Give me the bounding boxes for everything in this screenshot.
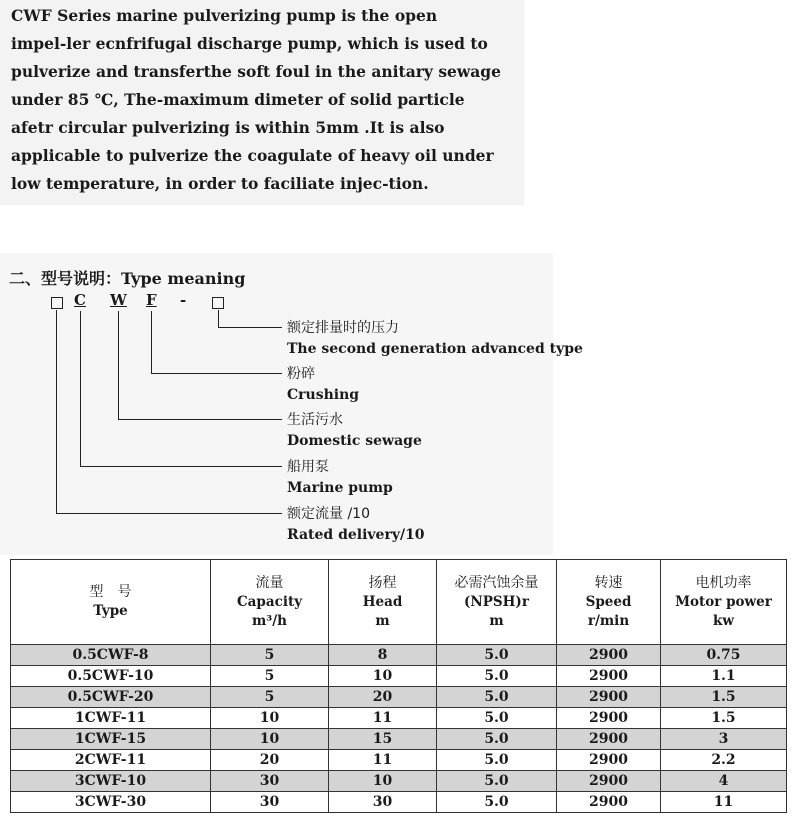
cell-type: 0.5CWF-10	[11, 666, 211, 687]
table-row	[11, 645, 787, 666]
connector-line	[118, 419, 282, 420]
cell-capacity: 20	[211, 750, 329, 771]
intro-line: impel-ler ecnfrifugal discharge pump, which is used to	[11, 34, 488, 53]
connector-line	[151, 311, 152, 373]
connector-line	[218, 327, 282, 328]
label-en: Rated delivery/10	[287, 527, 425, 543]
cell-capacity: 30	[211, 771, 329, 792]
cell-npsh: 5.0	[437, 729, 557, 750]
cell-speed: 2900	[557, 792, 661, 813]
connector-line	[80, 466, 282, 467]
cell-npsh: 5.0	[437, 645, 557, 666]
cell-speed: 2900	[557, 771, 661, 792]
cell-speed: 2900	[557, 750, 661, 771]
cell-npsh: 5.0	[437, 708, 557, 729]
label-en: Marine pump	[287, 480, 393, 496]
label-cn: 粉碎	[287, 366, 315, 382]
cell-power: 1.5	[661, 708, 787, 729]
connector-line	[56, 513, 282, 514]
cell-capacity: 5	[211, 666, 329, 687]
intro-line: under 85 ℃, The-maximum dimeter of solid particle	[11, 90, 465, 109]
label-cn: 生活污水	[287, 412, 343, 428]
label-cn: 船用泵	[287, 459, 329, 475]
code-letter-w: W	[110, 291, 127, 309]
cell-power: 11	[661, 792, 787, 813]
header-motor-power: 电机功率 Motor power kw	[661, 560, 787, 645]
cell-head: 20	[329, 687, 437, 708]
cell-speed: 2900	[557, 708, 661, 729]
cell-power: 4	[661, 771, 787, 792]
header-type: 型 号 Type	[11, 560, 211, 645]
connector-line	[80, 311, 81, 466]
cell-speed: 2900	[557, 645, 661, 666]
cell-npsh: 5.0	[437, 750, 557, 771]
cell-type: 1CWF-15	[11, 729, 211, 750]
cell-npsh: 5.0	[437, 771, 557, 792]
cell-npsh: 5.0	[437, 792, 557, 813]
table-row	[11, 708, 787, 729]
label-en: Crushing	[287, 387, 360, 403]
cell-power: 1.1	[661, 666, 787, 687]
table-row	[11, 666, 787, 687]
intro-line: low temperature, in order to faciliate injec-tion.	[11, 174, 429, 193]
cell-type: 0.5CWF-20	[11, 687, 211, 708]
intro-line: applicable to pulverize the coagulate of heavy oil under	[11, 146, 494, 165]
cell-head: 15	[329, 729, 437, 750]
cell-capacity: 30	[211, 792, 329, 813]
cell-power: 3	[661, 729, 787, 750]
cell-npsh: 5.0	[437, 666, 557, 687]
connector-line	[151, 373, 282, 374]
cell-head: 8	[329, 645, 437, 666]
cell-head: 10	[329, 771, 437, 792]
connector-line	[118, 311, 119, 419]
type-meaning-section	[0, 253, 583, 555]
label-en: The second generation advanced type	[287, 341, 583, 357]
label-en: Domestic sewage	[287, 433, 422, 449]
intro-paragraph	[11, 2, 511, 198]
cell-capacity: 10	[211, 729, 329, 750]
code-box-right	[212, 297, 224, 309]
cell-head: 11	[329, 750, 437, 771]
cell-capacity: 5	[211, 645, 329, 666]
table-row	[11, 792, 787, 813]
intro-line: CWF Series marine pulverizing pump is the open	[11, 6, 438, 25]
intro-line: pulverize and transferthe soft foul in the anitary sewage	[11, 62, 502, 81]
connector-line	[218, 310, 219, 327]
cell-capacity: 10	[211, 708, 329, 729]
spec-table	[10, 559, 787, 813]
code-dash: -	[180, 291, 187, 309]
header-speed: 转速 Speed r/min	[557, 560, 661, 645]
connector-line	[56, 310, 57, 513]
cell-type: 1CWF-11	[11, 708, 211, 729]
table-header-row	[11, 560, 787, 645]
cell-head: 10	[329, 666, 437, 687]
cell-npsh: 5.0	[437, 687, 557, 708]
table-row	[11, 771, 787, 792]
intro-panel	[0, 0, 524, 205]
cell-type: 3CWF-10	[11, 771, 211, 792]
header-capacity: 流量 Capacity m³/h	[211, 560, 329, 645]
cell-type: 3CWF-30	[11, 792, 211, 813]
cell-power: 1.5	[661, 687, 787, 708]
label-cn: 额定排量时的压力	[287, 320, 399, 336]
cell-type: 0.5CWF-8	[11, 645, 211, 666]
header-head: 扬程 Head m	[329, 560, 437, 645]
label-cn: 额定流量 /10	[287, 506, 370, 522]
cell-power: 2.2	[661, 750, 787, 771]
cell-speed: 2900	[557, 729, 661, 750]
cell-type: 2CWF-11	[11, 750, 211, 771]
cell-head: 11	[329, 708, 437, 729]
table-row	[11, 687, 787, 708]
cell-power: 0.75	[661, 645, 787, 666]
spec-table-wrapper	[10, 559, 786, 818]
intro-line: afetr circular pulverizing is within 5mm .It is also	[11, 118, 445, 137]
cell-speed: 2900	[557, 687, 661, 708]
table-row	[11, 750, 787, 771]
code-letter-c: C	[74, 291, 86, 309]
section-title: 二、型号说明：Type meaning	[9, 269, 246, 288]
cell-head: 30	[329, 792, 437, 813]
code-letter-f: F	[146, 291, 157, 309]
cell-capacity: 5	[211, 687, 329, 708]
header-npsh: 必需汽蚀余量 (NPSH)r m	[437, 560, 557, 645]
table-row	[11, 729, 787, 750]
code-box-left	[51, 297, 63, 309]
cell-speed: 2900	[557, 666, 661, 687]
